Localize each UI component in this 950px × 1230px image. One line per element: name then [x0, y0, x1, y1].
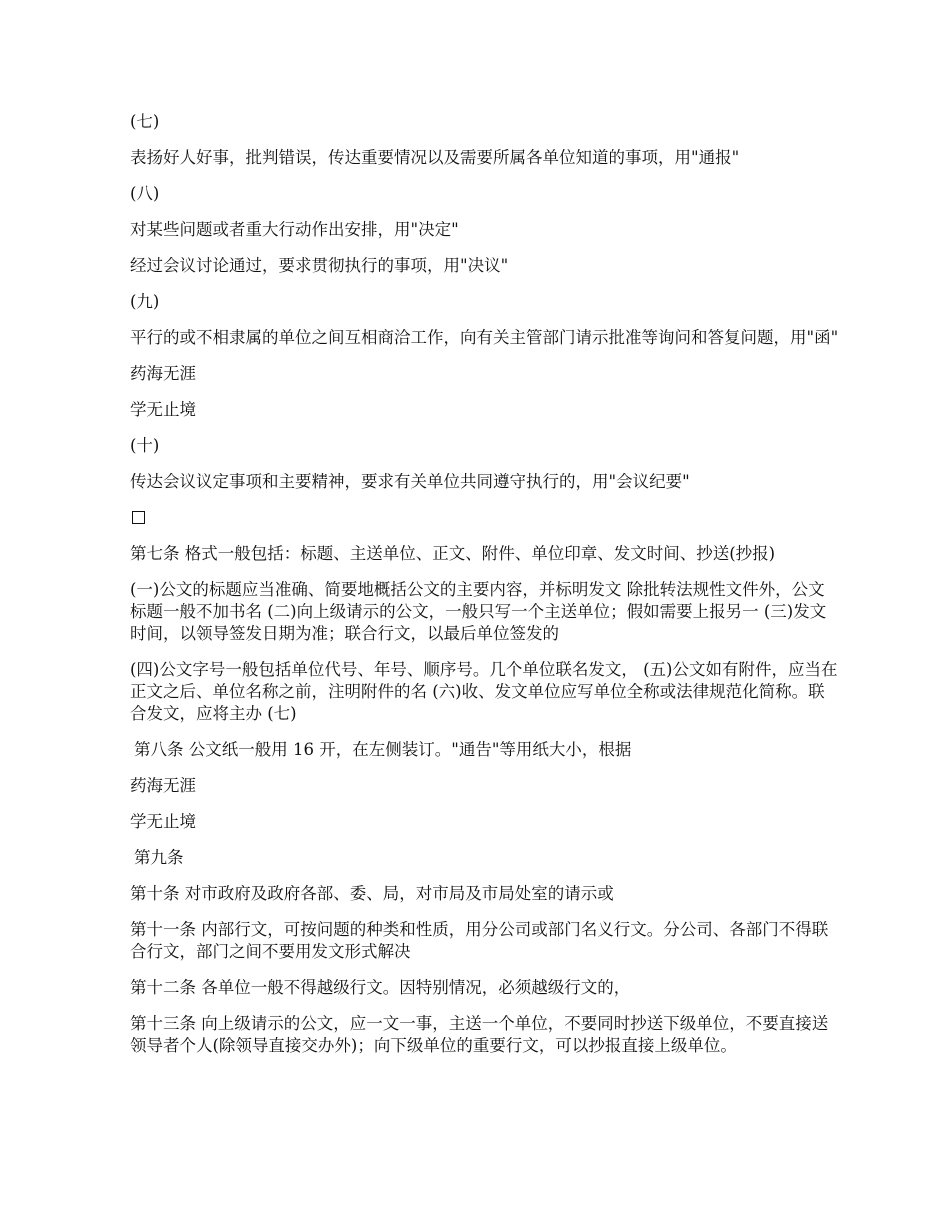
paragraph-article-12: 第十二条 各单位一般不得越级行文。因特别情况，必须越级行文的，	[130, 978, 631, 997]
paragraph-article-7: 第七条 格式一般包括：标题、主送单位、正文、附件、单位印章、发文时间、抄送(抄报)	[130, 544, 776, 563]
paragraph-section-8-marker: (八)	[130, 184, 160, 203]
checkbox-line	[130, 507, 840, 529]
paragraph-motto-2a: 药海无涯	[130, 776, 196, 795]
paragraph-article-7-items-4-7: (四)公文字号一般包括单位代号、年号、顺序号。几个单位联名发文， (五)公文如有附件，应当在正文之后、单位名称之前，注明附件的名 (六)收、发文单位应写单位全称或法律规范化简称。联合发文，应将主办 (七)	[130, 660, 838, 723]
checkbox-icon	[132, 511, 145, 524]
paragraph-tongbao: 表扬好人好事，批判错误，传达重要情况以及需要所属各单位知道的事项，用"通报"	[130, 148, 740, 167]
paragraph-huiyi-jiyao: 传达会议议定事项和主要精神，要求有关单位共同遵守执行的，用"会议纪要"	[130, 472, 690, 491]
paragraph-article-9: 第九条	[134, 848, 184, 867]
paragraph-jueyi: 经过会议讨论通过，要求贯彻执行的事项，用"决议"	[130, 256, 509, 275]
paragraph-jueding: 对某些问题或者重大行动作出安排，用"决定"	[130, 220, 459, 239]
paragraph-article-13: 第十三条 向上级请示的公文，应一文一事，主送一个单位，不要同时抄送下级单位，不要直接送领导者个人(除领导直接交办外)；向下级单位的重要行文，可以抄报直接上级单位。	[130, 1014, 829, 1055]
paragraph-section-9-marker: (九)	[130, 292, 160, 311]
paragraph-section-7-marker: (七)	[130, 112, 160, 131]
paragraph-motto-2b: 学无止境	[130, 812, 196, 831]
paragraph-motto-1b: 学无止境	[130, 400, 196, 419]
paragraph-article-7-items-1-3: (一)公文的标题应当准确、简要地概括公文的主要内容，并标明发文 除批转法规性文件外，公文标题一般不加书名 (二)向上级请示的公文，一般只写一个主送单位；假如需要上报另一 (三)发文时间，以领导签发日期为准；联合行文，以最后单位签发的	[130, 580, 827, 643]
paragraph-article-10: 第十条 对市政府及政府各部、委、局，对市局及市局处室的请示或	[130, 884, 614, 903]
paragraph-motto-1a: 药海无涯	[130, 364, 196, 383]
paragraph-han: 平行的或不相隶属的单位之间互相商洽工作，向有关主管部门请示批准等询问和答复问题，用"函"	[130, 328, 839, 347]
paragraph-article-11: 第十一条 内部行文，可按问题的种类和性质，用分公司或部门名义行文。分公司、各部门不得联合行文，部门之间不要用发文形式解决	[130, 920, 829, 961]
paragraph-section-10-marker: (十)	[130, 436, 160, 455]
paragraph-article-8: 第八条 公文纸一般用 16 开，在左侧装订。"通告"等用纸大小，根据	[134, 740, 632, 759]
